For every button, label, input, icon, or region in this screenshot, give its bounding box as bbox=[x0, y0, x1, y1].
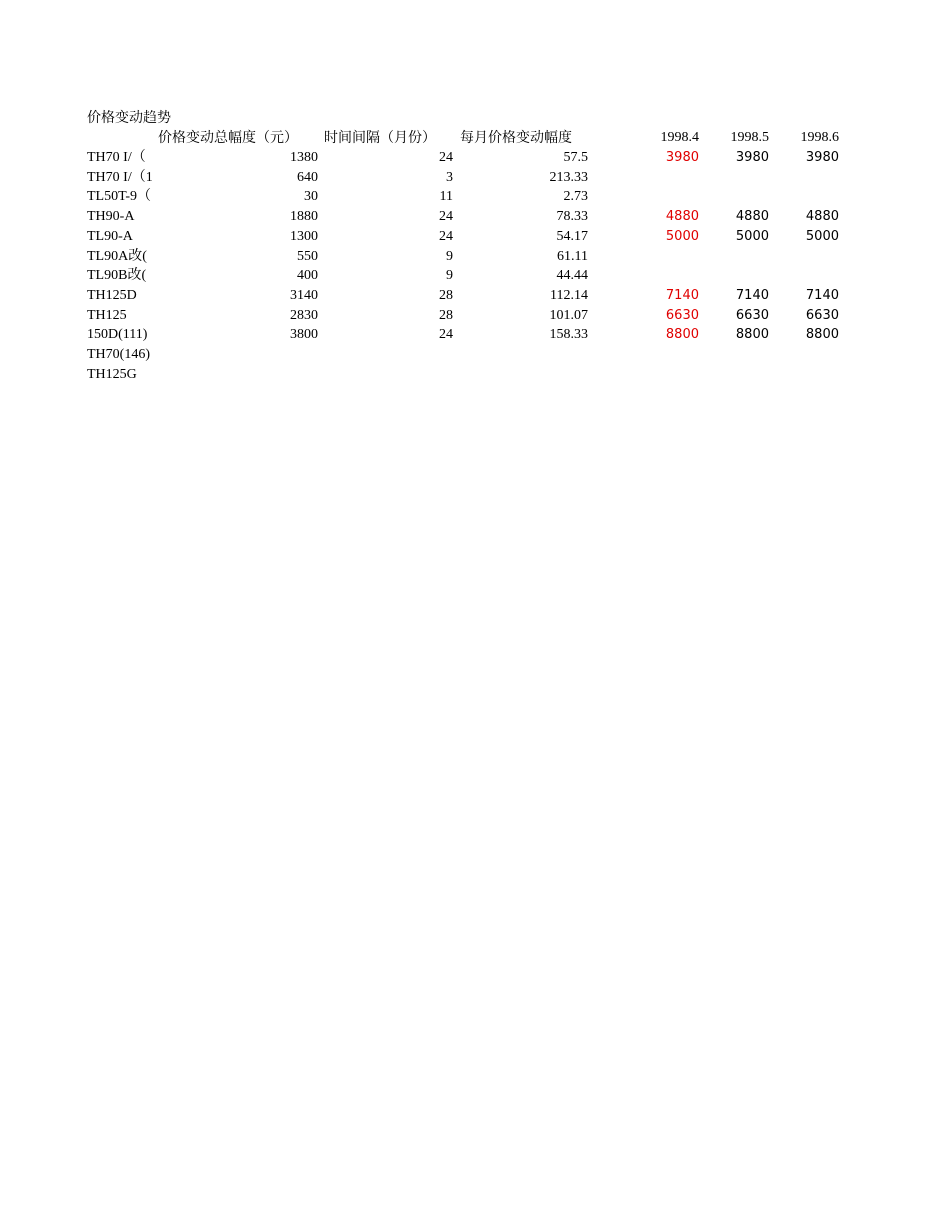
table-row bbox=[0, 227, 950, 247]
cell-price-1998-4[interactable]: 3980 bbox=[665, 150, 699, 165]
table-row bbox=[0, 266, 950, 286]
cell-price-1998-6[interactable] bbox=[770, 247, 839, 267]
cell-price-1998-4[interactable] bbox=[620, 247, 699, 267]
cell-total-change[interactable]: 550 bbox=[297, 248, 318, 264]
cell-price-1998-5[interactable]: 8800 bbox=[735, 327, 769, 343]
cell-price-1998-6[interactable] bbox=[770, 365, 839, 385]
cell-price-1998-6[interactable] bbox=[770, 345, 839, 365]
cell-total-change[interactable] bbox=[160, 345, 318, 365]
cell-model-name[interactable]: TL90B改( bbox=[87, 268, 147, 284]
cell-monthly-change[interactable]: 101.07 bbox=[549, 307, 588, 323]
table-row bbox=[0, 247, 950, 267]
cell-total-change[interactable]: 1880 bbox=[290, 209, 318, 225]
cell-model-name[interactable]: 150D(111) bbox=[87, 327, 148, 343]
cell-monthly-change[interactable] bbox=[465, 365, 588, 385]
cell-total-change[interactable]: 2830 bbox=[290, 307, 318, 323]
cell-monthly-change[interactable] bbox=[465, 345, 588, 365]
cell-price-1998-4[interactable]: 8800 bbox=[665, 327, 699, 343]
cell-interval[interactable]: 24 bbox=[439, 150, 453, 165]
cell-model-name[interactable]: TH70 I/（ bbox=[87, 150, 146, 165]
cell-interval[interactable]: 11 bbox=[439, 189, 453, 205]
header-total-change: 价格变动总幅度（元） bbox=[158, 130, 298, 146]
cell-total-change[interactable] bbox=[160, 365, 318, 385]
cell-total-change[interactable]: 400 bbox=[297, 268, 318, 284]
cell-model-name[interactable]: TH125G bbox=[87, 366, 137, 382]
cell-interval[interactable]: 9 bbox=[446, 248, 453, 264]
cell-monthly-change[interactable]: 44.44 bbox=[556, 268, 588, 284]
cell-monthly-change[interactable]: 158.33 bbox=[549, 327, 588, 343]
table-row bbox=[0, 306, 950, 326]
table-row bbox=[0, 168, 950, 188]
header-interval: 时间间隔（月份） bbox=[324, 130, 436, 146]
cell-monthly-change[interactable]: 61.11 bbox=[557, 248, 588, 264]
table-row bbox=[0, 345, 950, 365]
cell-interval[interactable]: 24 bbox=[439, 209, 453, 225]
table-row bbox=[0, 187, 950, 207]
table-row bbox=[0, 325, 950, 345]
cell-price-1998-5[interactable] bbox=[700, 266, 769, 286]
cell-interval[interactable] bbox=[330, 345, 453, 365]
cell-price-1998-4[interactable] bbox=[620, 168, 699, 188]
cell-price-1998-5[interactable]: 3980 bbox=[735, 150, 769, 165]
cell-price-1998-4[interactable] bbox=[620, 365, 699, 385]
cell-total-change[interactable]: 1380 bbox=[290, 150, 318, 165]
table-row bbox=[0, 148, 950, 168]
cell-monthly-change[interactable]: 54.17 bbox=[556, 228, 588, 244]
cell-model-name[interactable]: TH70(146) bbox=[87, 347, 150, 362]
cell-price-1998-4[interactable]: 4880 bbox=[665, 209, 699, 225]
cell-monthly-change[interactable]: 57.5 bbox=[563, 150, 588, 165]
cell-price-1998-6[interactable] bbox=[770, 266, 839, 286]
table-row bbox=[0, 207, 950, 227]
cell-interval[interactable]: 28 bbox=[439, 307, 453, 323]
cell-total-change[interactable]: 3800 bbox=[290, 327, 318, 343]
cell-monthly-change[interactable]: 112.14 bbox=[550, 287, 588, 303]
cell-interval[interactable]: 3 bbox=[446, 169, 453, 185]
cell-total-change[interactable]: 1300 bbox=[290, 228, 318, 244]
cell-price-1998-5[interactable]: 5000 bbox=[735, 228, 769, 244]
cell-interval[interactable]: 24 bbox=[439, 327, 453, 343]
cell-price-1998-6[interactable]: 5000 bbox=[805, 228, 839, 244]
cell-model-name[interactable]: TH70 I/（1 bbox=[87, 169, 153, 185]
cell-model-name[interactable]: TL90-A bbox=[87, 228, 133, 244]
cell-model-name[interactable]: TH125D bbox=[87, 287, 137, 303]
cell-monthly-change[interactable]: 213.33 bbox=[549, 169, 588, 185]
cell-total-change[interactable]: 640 bbox=[297, 169, 318, 185]
cell-price-1998-5[interactable] bbox=[700, 247, 769, 267]
cell-price-1998-4[interactable] bbox=[620, 187, 699, 207]
cell-price-1998-5[interactable]: 6630 bbox=[735, 307, 769, 323]
cell-model-name[interactable]: TL50T-9（ bbox=[87, 189, 152, 205]
cell-interval[interactable] bbox=[330, 365, 453, 385]
cell-model-name[interactable]: TL90A改( bbox=[87, 248, 147, 264]
cell-price-1998-4[interactable] bbox=[620, 266, 699, 286]
cell-price-1998-5[interactable] bbox=[700, 187, 769, 207]
cell-interval[interactable]: 28 bbox=[439, 287, 453, 303]
table-row bbox=[0, 286, 950, 306]
cell-price-1998-6[interactable]: 7140 bbox=[805, 287, 839, 303]
cell-price-1998-5[interactable] bbox=[700, 365, 769, 385]
cell-model-name[interactable]: TH125 bbox=[87, 307, 127, 323]
cell-price-1998-6[interactable] bbox=[770, 168, 839, 188]
cell-interval[interactable]: 24 bbox=[439, 228, 453, 244]
table-row bbox=[0, 365, 950, 385]
cell-price-1998-6[interactable]: 6630 bbox=[805, 307, 839, 323]
header-monthly-change: 每月价格变动幅度 bbox=[460, 130, 572, 146]
cell-price-1998-5[interactable]: 4880 bbox=[735, 209, 769, 225]
cell-price-1998-6[interactable]: 8800 bbox=[805, 327, 839, 343]
cell-price-1998-5[interactable] bbox=[700, 345, 769, 365]
cell-price-1998-4[interactable]: 7140 bbox=[665, 287, 699, 303]
cell-total-change[interactable]: 3140 bbox=[290, 287, 318, 303]
cell-monthly-change[interactable]: 78.33 bbox=[556, 209, 588, 225]
cell-price-1998-6[interactable] bbox=[770, 187, 839, 207]
cell-price-1998-6[interactable]: 3980 bbox=[805, 150, 839, 165]
cell-price-1998-5[interactable]: 7140 bbox=[735, 287, 769, 303]
cell-total-change[interactable]: 30 bbox=[304, 189, 318, 205]
cell-price-1998-5[interactable] bbox=[700, 168, 769, 188]
sheet-title: 价格变动趋势 bbox=[87, 110, 171, 126]
header-1998-5: 1998.5 bbox=[730, 130, 769, 145]
cell-model-name[interactable]: TH90-A bbox=[87, 209, 135, 225]
cell-price-1998-6[interactable]: 4880 bbox=[805, 209, 839, 225]
cell-price-1998-4[interactable] bbox=[620, 345, 699, 365]
cell-price-1998-4[interactable]: 5000 bbox=[665, 228, 699, 244]
header-1998-4: 1998.4 bbox=[660, 130, 699, 145]
cell-interval[interactable]: 9 bbox=[446, 268, 453, 284]
header-1998-6: 1998.6 bbox=[800, 130, 839, 145]
cell-price-1998-4[interactable]: 6630 bbox=[665, 307, 699, 323]
cell-monthly-change[interactable]: 2.73 bbox=[563, 189, 588, 205]
